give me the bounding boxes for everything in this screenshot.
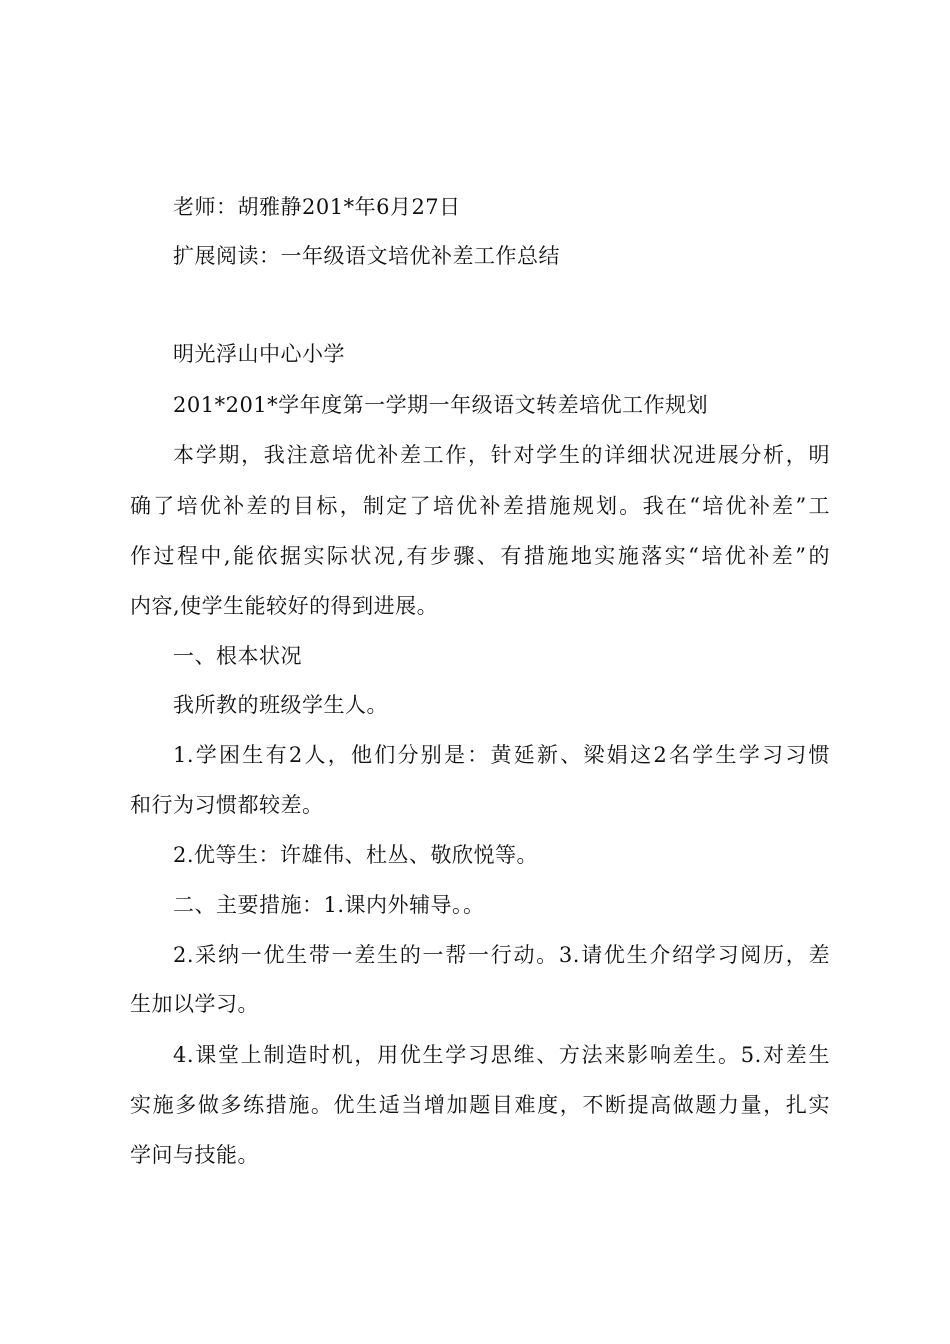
measure-2-line-2: 生加以学习。 (130, 992, 259, 1016)
intro-line-3: 作过程中,能依据实际状况,有步骤、有措施地实施落实“培优补差”的 (130, 544, 830, 568)
item-1-line-2: 和行为习惯都较差。 (130, 793, 324, 817)
intro-line-1: 本学期，我注意培优补差工作，针对学生的详细状况进展分析，明 (173, 443, 830, 467)
measure-2-line-1: 2.采纳一优生带一差生的一帮一行动。3.请优生介绍学习阅历，差 (173, 943, 830, 967)
extended-reading-line: 扩展阅读：一年级语文培优补差工作总结 (173, 244, 560, 268)
teacher-date-line: 老师：胡雅静201*年6月27日 (173, 195, 461, 219)
item-2: 2.优等生：许雄伟、杜丛、敬欣悦等。 (173, 843, 539, 867)
school-name: 明光浮山中心小学 (173, 342, 345, 366)
measure-4-line-3: 学问与技能。 (130, 1143, 259, 1167)
intro-line-4: 内容,使学生能较好的得到进展。 (130, 594, 439, 618)
class-info: 我所教的班级学生人。 (173, 693, 388, 717)
section-heading-basic: 一、根本状况 (173, 644, 302, 668)
document-title: 201*201*学年度第一学期一年级语文转差培优工作规划 (173, 393, 709, 417)
measure-4-line-2: 实施多做多练措施。优生适当增加题目难度，不断提高做题力量，扎实 (130, 1093, 830, 1117)
section-heading-measures: 二、主要措施：1.课内外辅导。。 (173, 893, 485, 917)
intro-line-2: 确了培优补差的目标，制定了培优补差措施规划。我在“培优补差”工 (130, 494, 830, 518)
measure-4-line-1: 4.课堂上制造时机，用优生学习思维、方法来影响差生。5.对差生 (173, 1043, 830, 1067)
item-1-line-1: 1.学困生有2人，他们分别是：黄延新、梁娟这2名学生学习习惯 (173, 743, 830, 767)
